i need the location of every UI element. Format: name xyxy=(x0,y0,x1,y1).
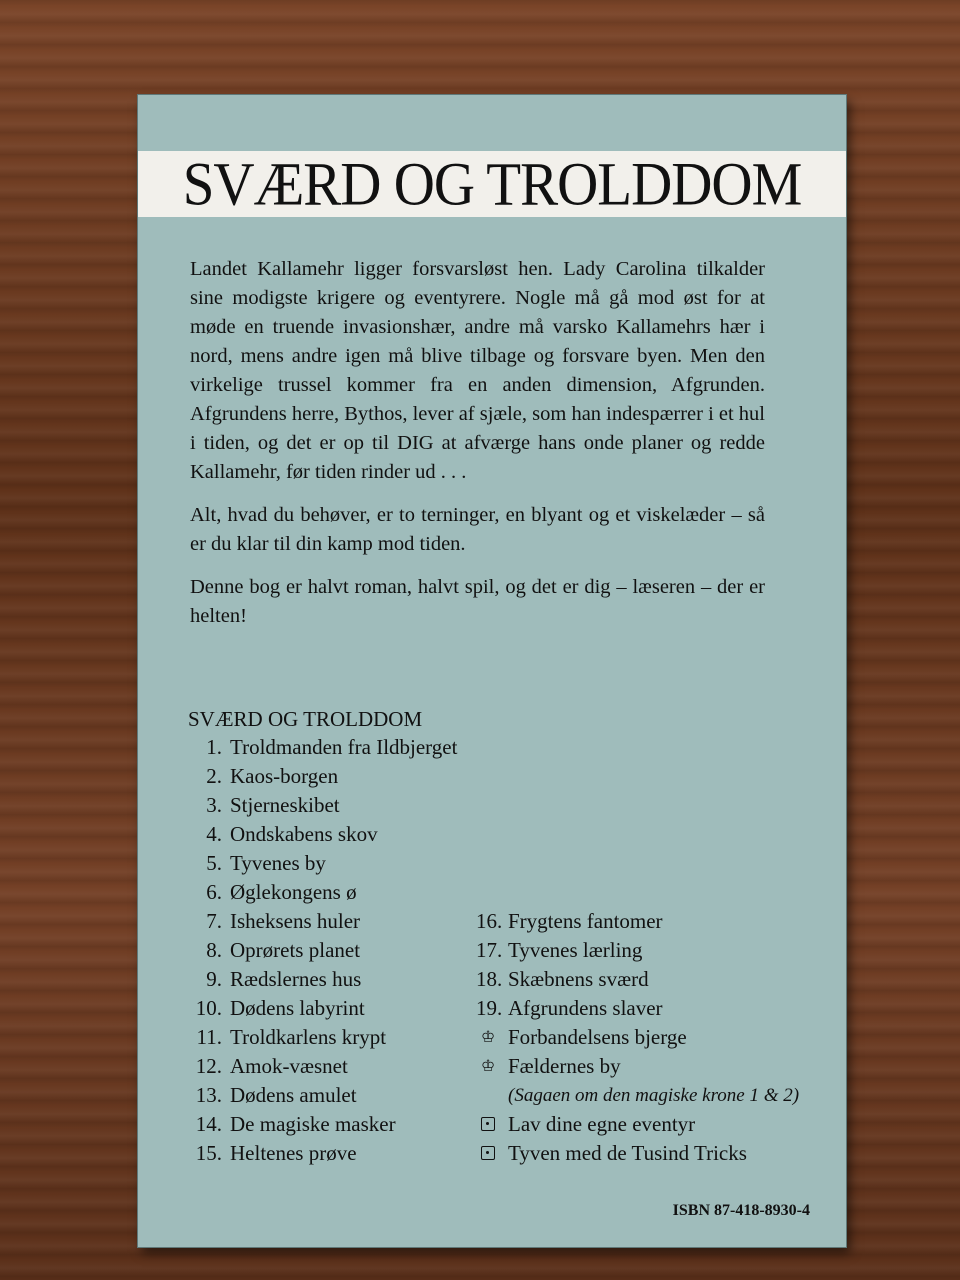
list-item xyxy=(476,1110,799,1139)
series-list-left xyxy=(184,733,457,1168)
isbn: ISBN 87-418-8930-4 xyxy=(672,1202,810,1219)
list-item xyxy=(184,1052,457,1081)
book-number: 9. xyxy=(206,967,222,991)
book-title: Ondskabens skov xyxy=(230,822,378,846)
blurb-paragraph: Denne bog er halvt roman, halvt spil, og det er dig – læseren – der er helten! xyxy=(190,576,765,627)
book-title: Rædslernes hus xyxy=(230,967,362,991)
list-item xyxy=(184,849,457,878)
book-title: Øglekongens ø xyxy=(230,880,357,904)
crown-note: (Sagaen om den magiske krone 1 & 2) xyxy=(508,1085,800,1106)
book-title: Amok-væsnet xyxy=(230,1054,348,1078)
list-item xyxy=(184,820,457,849)
book-number: 18. xyxy=(476,967,503,991)
book-number: 15. xyxy=(195,1141,222,1165)
list-item xyxy=(184,733,457,762)
list-item xyxy=(184,791,457,820)
book-number: 13. xyxy=(195,1083,222,1107)
book-number: 7. xyxy=(206,909,222,933)
book-title: Skæbnens sværd xyxy=(508,967,649,991)
book-number: 3. xyxy=(206,793,222,817)
book-title: Troldkarlens krypt xyxy=(230,1025,387,1049)
book-number: 10. xyxy=(195,996,222,1020)
book-title: Kaos-borgen xyxy=(230,764,339,788)
book-number: 17. xyxy=(476,938,503,962)
book-title: Tyvenes lærling xyxy=(508,938,643,962)
die-icon xyxy=(476,1139,500,1168)
book-number: 6. xyxy=(206,880,222,904)
list-item xyxy=(476,1023,799,1052)
list-item xyxy=(184,994,457,1023)
book-title: De magiske masker xyxy=(230,1112,396,1136)
series-title: SVÆRD OG TROLDDOM xyxy=(188,707,423,731)
book-number: 11. xyxy=(196,1025,222,1049)
die-icon xyxy=(476,1110,500,1139)
list-item xyxy=(184,1110,457,1139)
crown-icon: ♔ xyxy=(480,1058,496,1075)
book-back-cover xyxy=(138,95,846,1247)
book-title: Dødens labyrint xyxy=(230,996,365,1020)
book-number: 4. xyxy=(206,822,222,846)
book-number: 16. xyxy=(476,909,503,933)
book-title: Heltenes prøve xyxy=(230,1141,357,1165)
list-item xyxy=(476,1139,799,1168)
book-number: 5. xyxy=(206,851,222,875)
list-item xyxy=(184,965,457,994)
book-number: 19. xyxy=(476,996,503,1020)
list-item xyxy=(476,1052,799,1081)
book-title: Isheksens huler xyxy=(230,909,361,933)
list-item xyxy=(184,907,457,936)
list-item xyxy=(184,1081,457,1110)
title-band xyxy=(138,151,846,217)
list-item xyxy=(184,1023,457,1052)
book-number: 8. xyxy=(206,938,222,962)
list-item xyxy=(476,994,799,1023)
book-title: Afgrundens slaver xyxy=(508,996,663,1020)
list-item xyxy=(184,762,457,791)
blurb-paragraph: Alt, hvad du behøver, er to terninger, en blyant og et viskelæder – så er du klar til din kamp mod tiden. xyxy=(190,504,765,555)
book-number: 14. xyxy=(195,1112,222,1136)
book-title: Stjerneskibet xyxy=(230,793,340,817)
list-item xyxy=(184,936,457,965)
list-item xyxy=(476,936,799,965)
crown-icon: ♔ xyxy=(480,1029,496,1046)
list-item xyxy=(184,878,457,907)
book-number: 2. xyxy=(206,764,222,788)
book-title: Forbandelsens bjerge xyxy=(508,1025,687,1049)
list-item xyxy=(476,965,799,994)
book-title: Tyven med de Tusind Tricks xyxy=(508,1141,747,1165)
book-title: Troldmanden fra Ildbjerget xyxy=(230,735,458,759)
book-number: 12. xyxy=(195,1054,222,1078)
list-item xyxy=(184,1139,457,1168)
blurb xyxy=(190,255,765,645)
cover-title: SVÆRD OG TROLDDOM xyxy=(182,149,802,219)
blurb-paragraph: Landet Kallamehr ligger forsvarsløst hen. Lady Carolina tilkalder sine modigste krigere og eventyrere. Nogle må gå mod øst for at møde en truende invasionshær, andre må varsko Kallamehrs hær i nord, mens andre igen må blive tilbage og forsvare byen. Men den virkelige trussel kommer fra en anden dimension, Afgrunden. Afgrundens herre, Bythos, lever af sjæle, som han indespærrer i et hul i tiden, og det er op til DIG at afværge hans onde planer og redde Kallamehr, før tiden rinder ud . . . xyxy=(190,258,766,483)
list-item xyxy=(476,907,799,936)
book-title: Fældernes by xyxy=(508,1054,621,1078)
series-list-right xyxy=(476,907,799,1168)
book-number: 1. xyxy=(206,735,222,759)
book-title: Tyvenes by xyxy=(230,851,326,875)
book-title: Lav dine egne eventyr xyxy=(508,1112,696,1136)
book-title: Oprørets planet xyxy=(230,938,361,962)
book-title: Frygtens fantomer xyxy=(508,909,663,933)
book-title: Dødens amulet xyxy=(230,1083,357,1107)
